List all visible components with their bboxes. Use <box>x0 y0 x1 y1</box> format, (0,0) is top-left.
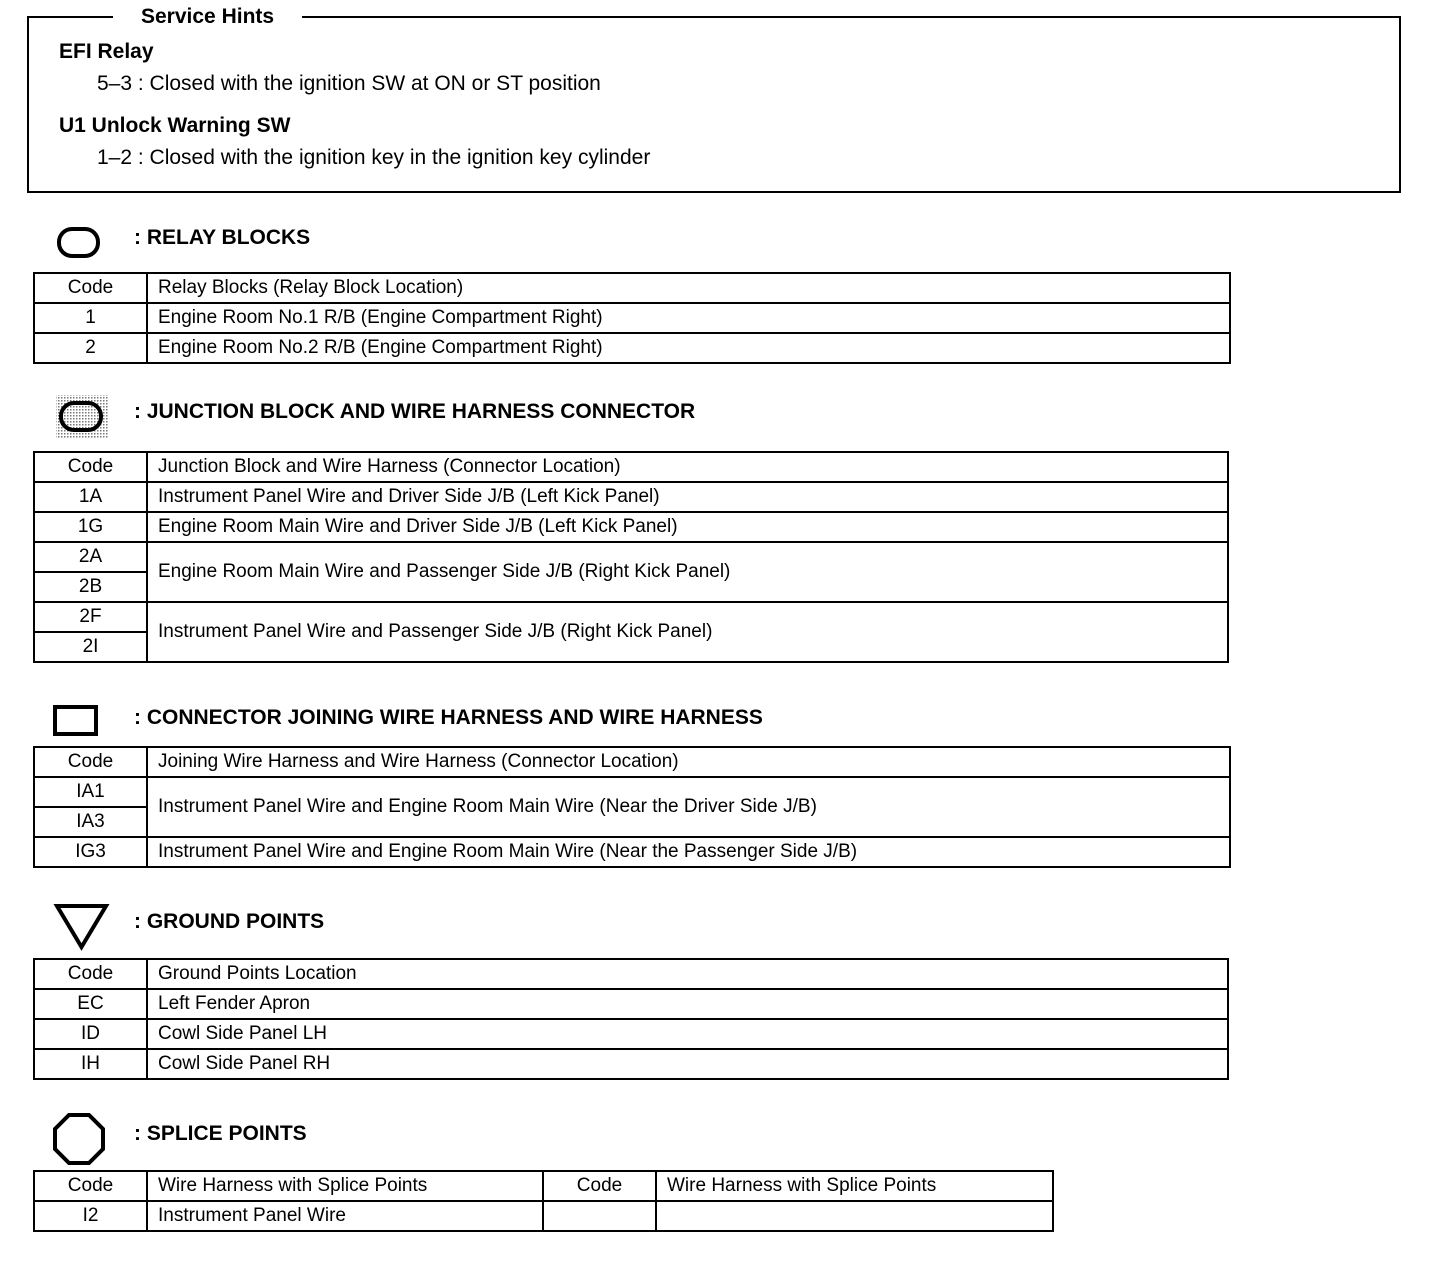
table-row <box>34 1019 1228 1049</box>
splice-points-table <box>33 1170 1054 1232</box>
code-cell: ID <box>34 1019 147 1049</box>
octagon-icon <box>52 1112 106 1166</box>
code-cell: 2A <box>34 542 147 572</box>
header-location: Relay Blocks (Relay Block Location) <box>147 273 1230 303</box>
header-location: Ground Points Location <box>147 959 1228 989</box>
rounded-rectangle-icon <box>56 226 102 260</box>
table-row <box>34 333 1230 363</box>
location-cell: Instrument Panel Wire and Engine Room Main Wire (Near the Passenger Side J/B) <box>147 837 1230 867</box>
location-cell: Cowl Side Panel LH <box>147 1019 1228 1049</box>
table-row <box>34 1049 1228 1079</box>
code-cell: I2 <box>34 1201 147 1231</box>
splice-points-heading: : SPLICE POINTS <box>134 1122 307 1145</box>
junction-block-heading: : JUNCTION BLOCK AND WIRE HARNESS CONNECTOR <box>134 400 696 423</box>
rectangle-icon <box>53 705 99 737</box>
code-cell: 1 <box>34 303 147 333</box>
code-cell: 2F <box>34 602 147 632</box>
header-wire-harness-2: Wire Harness with Splice Points <box>656 1171 1053 1201</box>
hint-text-unlock-warning-sw: 1–2 : Closed with the ignition key in the ignition key cylinder <box>97 146 651 169</box>
location-cell: Engine Room No.2 R/B (Engine Compartment Right) <box>147 333 1230 363</box>
service-hints-box <box>27 5 1401 193</box>
table-row <box>34 482 1228 512</box>
header-location: Junction Block and Wire Harness (Connector Location) <box>147 452 1228 482</box>
code-cell: 2I <box>34 632 147 662</box>
header-code: Code <box>34 959 147 989</box>
code-cell-2 <box>543 1201 656 1231</box>
code-cell: 1G <box>34 512 147 542</box>
relay-blocks-table <box>33 272 1231 364</box>
table-row <box>34 837 1230 867</box>
wire-harness-cell-2 <box>656 1201 1053 1231</box>
relay-blocks-heading: : RELAY BLOCKS <box>134 226 311 249</box>
code-cell: IH <box>34 1049 147 1079</box>
service-hints-legend: Service Hints <box>113 6 302 28</box>
table-row <box>34 542 1228 572</box>
table-row <box>34 989 1228 1019</box>
header-code: Code <box>34 747 147 777</box>
header-code: Code <box>34 273 147 303</box>
code-cell: 1A <box>34 482 147 512</box>
location-cell: Instrument Panel Wire and Driver Side J/B (Left Kick Panel) <box>147 482 1228 512</box>
ground-points-table <box>33 958 1229 1080</box>
table-row <box>34 1201 1053 1231</box>
table-row <box>34 602 1228 632</box>
table-header-row <box>34 959 1228 989</box>
table-row <box>34 777 1230 807</box>
header-code: Code <box>34 452 147 482</box>
table-header-row <box>34 1171 1053 1201</box>
header-location: Joining Wire Harness and Wire Harness (Connector Location) <box>147 747 1230 777</box>
header-code: Code <box>34 1171 147 1201</box>
ground-points-heading: : GROUND POINTS <box>134 910 325 933</box>
header-code-2: Code <box>543 1171 656 1201</box>
code-cell: IA3 <box>34 807 147 837</box>
hint-title-unlock-warning-sw: U1 Unlock Warning SW <box>59 114 291 137</box>
code-cell: IA1 <box>34 777 147 807</box>
table-header-row <box>34 273 1230 303</box>
table-header-row <box>34 747 1230 777</box>
location-cell: Cowl Side Panel RH <box>147 1049 1228 1079</box>
location-cell: Engine Room Main Wire and Driver Side J/B (Left Kick Panel) <box>147 512 1228 542</box>
code-cell: EC <box>34 989 147 1019</box>
code-cell: IG3 <box>34 837 147 867</box>
junction-block-table <box>33 451 1229 663</box>
down-triangle-icon <box>53 902 111 952</box>
table-row <box>34 512 1228 542</box>
table-row <box>34 303 1230 333</box>
code-cell: 2B <box>34 572 147 602</box>
hint-title-efi-relay: EFI Relay <box>59 40 154 63</box>
connector-joining-table <box>33 746 1231 868</box>
location-cell: Instrument Panel Wire and Passenger Side J/B (Right Kick Panel) <box>147 602 1228 662</box>
shaded-rounded-rectangle-icon <box>55 394 109 440</box>
location-cell: Left Fender Apron <box>147 989 1228 1019</box>
hint-text-efi-relay: 5–3 : Closed with the ignition SW at ON or ST position <box>97 72 601 95</box>
location-cell: Engine Room No.1 R/B (Engine Compartment Right) <box>147 303 1230 333</box>
header-wire-harness: Wire Harness with Splice Points <box>147 1171 543 1201</box>
table-header-row <box>34 452 1228 482</box>
location-cell: Instrument Panel Wire and Engine Room Main Wire (Near the Driver Side J/B) <box>147 777 1230 837</box>
location-cell: Engine Room Main Wire and Passenger Side J/B (Right Kick Panel) <box>147 542 1228 602</box>
wire-harness-cell: Instrument Panel Wire <box>147 1201 543 1231</box>
connector-joining-heading: : CONNECTOR JOINING WIRE HARNESS AND WIRE HARNESS <box>134 706 763 729</box>
code-cell: 2 <box>34 333 147 363</box>
